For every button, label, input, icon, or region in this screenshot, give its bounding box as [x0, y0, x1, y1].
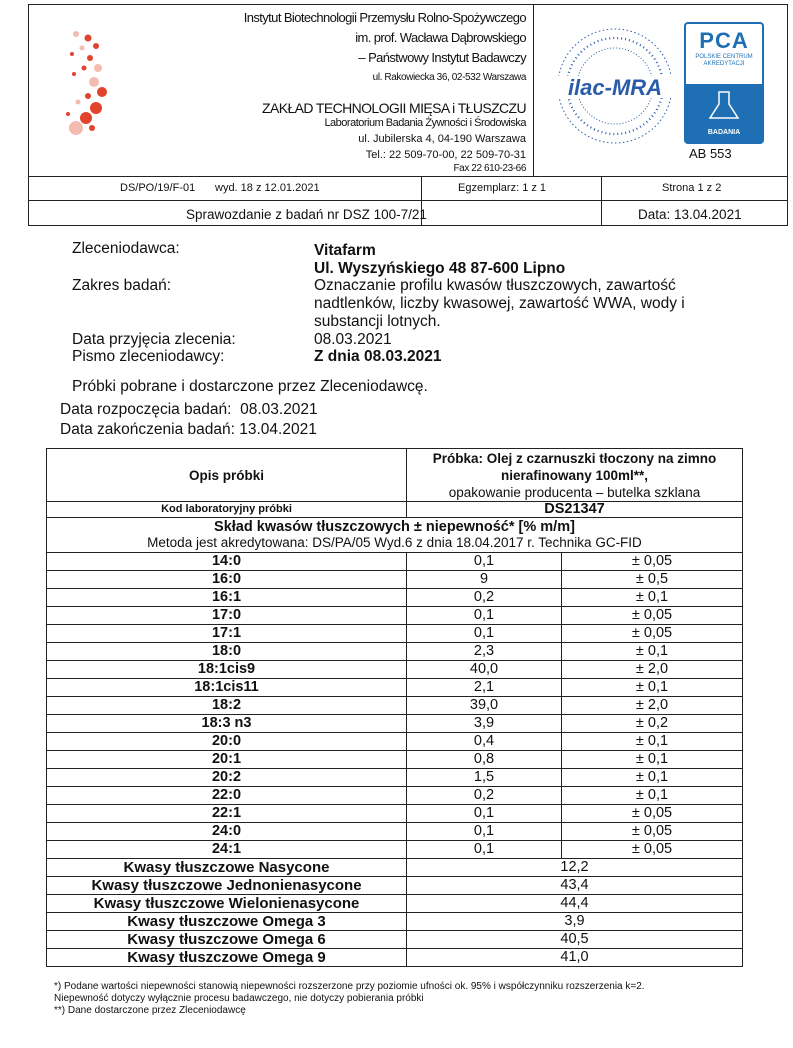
fatty-acid-row [47, 661, 743, 679]
footnote-uncertainty: *) Podane wartości niepewności stanowią niepewności rozszerzone przy poziomie ufności ok. 95% i współczynniku rozszerzenia k=2. [54, 981, 645, 992]
logo-dot [69, 121, 83, 135]
table-row [47, 518, 743, 553]
fatty-acid-value: 0,8 [407, 751, 562, 769]
page-number: Strona 1 z 2 [662, 182, 722, 194]
fatty-acid-uncertainty: ± 0,05 [562, 607, 743, 625]
summary-name: Kwasy tłuszczowe Jednonienasycone [47, 877, 407, 895]
fatty-acid-row [47, 751, 743, 769]
table-row [47, 502, 743, 518]
summary-value: 44,4 [407, 895, 743, 913]
summary-name: Kwasy tłuszczowe Omega 9 [47, 949, 407, 967]
fatty-acid-row [47, 769, 743, 787]
fatty-acid-row [47, 715, 743, 733]
fatty-acid-row [47, 697, 743, 715]
summary-row [47, 949, 743, 967]
pca-label: PCA [699, 28, 749, 53]
summary-value: 12,2 [407, 859, 743, 877]
fatty-acid-row [47, 679, 743, 697]
institute-name-line: Instytut Biotechnologii Przemysłu Rolno-Spożywczego [243, 10, 526, 25]
fatty-acid-row [47, 643, 743, 661]
fatty-acid-uncertainty: ± 0,1 [562, 679, 743, 697]
institute-name-line: – Państwowy Instytut Badawczy [358, 50, 526, 65]
fatty-acid-uncertainty: ± 0,05 [562, 553, 743, 571]
logo-dot [80, 112, 92, 124]
fatty-acid-row [47, 607, 743, 625]
fatty-acid-value: 9 [407, 571, 562, 589]
summary-name: Kwasy tłuszczowe Omega 3 [47, 913, 407, 931]
end-date: 13.04.2021 [239, 421, 317, 438]
fatty-acid-value: 1,5 [407, 769, 562, 787]
fatty-acid-uncertainty: ± 0,1 [562, 589, 743, 607]
sample-description [407, 449, 743, 502]
fatty-acid-uncertainty: ± 0,05 [562, 805, 743, 823]
fatty-acid-row [47, 553, 743, 571]
fatty-acid-name: 16:1 [47, 589, 407, 607]
scope-text: substancji lotnych. [314, 313, 441, 330]
fatty-acid-uncertainty: ± 0,5 [562, 571, 743, 589]
header-vline [533, 4, 534, 176]
fatty-acid-uncertainty: ± 0,1 [562, 787, 743, 805]
fatty-acid-value: 3,9 [407, 715, 562, 733]
summary-name: Kwasy tłuszczowe Omega 6 [47, 931, 407, 949]
logo-dot [89, 125, 95, 131]
summary-row [47, 931, 743, 949]
logo-dot [94, 64, 102, 72]
fatty-acid-row [47, 571, 743, 589]
end-date-row [60, 421, 317, 439]
fatty-acid-row [47, 787, 743, 805]
end-date-label: Data zakończenia badań: [60, 421, 235, 438]
fatty-acid-uncertainty: ± 0,05 [562, 841, 743, 859]
department-name: ZAKŁAD TECHNOLOGII MIĘSA i TŁUSZCZU [262, 100, 526, 116]
fatty-acid-row [47, 589, 743, 607]
form-code: DS/PO/19/F-01 [120, 182, 196, 194]
lab-address: ul. Jubilerska 4, 04-190 Warszawa [358, 133, 526, 145]
flask-icon [686, 84, 762, 124]
fatty-acid-name: 22:1 [47, 805, 407, 823]
header-vline [601, 176, 602, 226]
fatty-acid-name: 24:1 [47, 841, 407, 859]
fatty-acid-row [47, 733, 743, 751]
client-letter-date: Z dnia 08.03.2021 [314, 348, 442, 365]
summary-value: 41,0 [407, 949, 743, 967]
fatty-acid-uncertainty: ± 0,1 [562, 643, 743, 661]
client-address: Ul. Wyszyńskiego 48 87-600 Lipno [314, 260, 566, 277]
lab-code: DS21347 [407, 502, 743, 518]
logo-dot [76, 100, 81, 105]
start-date-row [60, 401, 318, 419]
report-header [28, 4, 788, 226]
client-label: Zleceniodawca: [72, 240, 180, 257]
client-name: Vitafarm [314, 242, 376, 259]
results-table [46, 448, 743, 967]
sample-description-header: Opis próbki [47, 449, 407, 502]
logo-dot [73, 31, 79, 37]
composition-title: Skład kwasów tłuszczowych ± niepewność* [% m/m] [214, 519, 575, 535]
sample-name-line: Próbka: Olej z czarnuszki tłoczony na zimno [432, 450, 717, 466]
fatty-acid-value: 40,0 [407, 661, 562, 679]
copy-number: Egzemplarz: 1 z 1 [458, 182, 547, 194]
fatty-acid-name: 18:2 [47, 697, 407, 715]
summary-row [47, 877, 743, 895]
client-letter-label: Pismo zleceniodawcy: [72, 348, 225, 365]
fatty-acid-name: 16:0 [47, 571, 407, 589]
pca-logo [684, 22, 764, 144]
scope-label: Zakres badań: [72, 277, 172, 294]
summary-name: Kwasy tłuszczowe Wielonienasycone [47, 895, 407, 913]
fatty-acid-value: 0,4 [407, 733, 562, 751]
institute-address: ul. Rakowiecka 36, 02-532 Warszawa [372, 72, 526, 83]
fatty-acid-value: 0,2 [407, 787, 562, 805]
form-edition: wyd. 18 z 12.01.2021 [215, 182, 320, 194]
fatty-acid-name: 14:0 [47, 553, 407, 571]
pca-subtitle: POLSKIE CENTRUM [695, 54, 753, 60]
header-divider [28, 200, 788, 201]
sample-packaging: opakowanie producenta – butelka szklana [448, 484, 701, 500]
pca-subtitle: AKREDYTACJI [703, 61, 745, 67]
lab-fax: Fax 22 610-23-66 [453, 163, 526, 174]
logo-dot [80, 46, 85, 51]
fatty-acid-name: 24:0 [47, 823, 407, 841]
summary-row [47, 895, 743, 913]
sample-name-line: nierafinowany 100ml**, [500, 467, 649, 483]
fatty-acid-name: 20:1 [47, 751, 407, 769]
ilac-mra-logo [553, 24, 677, 148]
lab-info [106, 115, 526, 174]
fatty-acid-value: 0,1 [407, 823, 562, 841]
summary-row [47, 913, 743, 931]
fatty-acid-value: 0,1 [407, 805, 562, 823]
scope-text: Oznaczanie profilu kwasów tłuszczowych, zawartość [314, 277, 676, 294]
table-row [47, 449, 743, 502]
accept-date: 08.03.2021 [314, 331, 392, 348]
summary-value: 40,5 [407, 931, 743, 949]
fatty-acid-name: 20:2 [47, 769, 407, 787]
fatty-acid-value: 0,1 [407, 625, 562, 643]
lab-phone: Tel.: 22 509-70-00, 22 509-70-31 [365, 149, 526, 161]
fatty-acid-uncertainty: ± 0,1 [562, 751, 743, 769]
pca-badania: BADANIA [707, 129, 741, 136]
summary-value: 43,4 [407, 877, 743, 895]
report-title: Sprawozdanie z badań nr DSZ 100-7/21 [186, 207, 427, 222]
composition-header [47, 518, 743, 553]
logo-dot [89, 77, 99, 87]
logo-dot [93, 43, 99, 49]
header-divider [28, 176, 788, 177]
fatty-acid-row [47, 625, 743, 643]
fatty-acid-name: 18:0 [47, 643, 407, 661]
fatty-acid-name: 22:0 [47, 787, 407, 805]
fatty-acid-value: 0,1 [407, 841, 562, 859]
fatty-acid-row [47, 823, 743, 841]
logo-dot [82, 66, 87, 71]
fatty-acid-row [47, 841, 743, 859]
institute-name [106, 8, 526, 88]
fatty-acid-name: 17:1 [47, 625, 407, 643]
fatty-acid-value: 2,1 [407, 679, 562, 697]
logo-dot [85, 35, 92, 42]
logo-dot [90, 102, 102, 114]
fatty-acid-uncertainty: ± 2,0 [562, 697, 743, 715]
fatty-acid-value: 0,2 [407, 589, 562, 607]
fatty-acid-uncertainty: ± 0,1 [562, 769, 743, 787]
logo-dot [87, 55, 93, 61]
fatty-acid-uncertainty: ± 0,05 [562, 823, 743, 841]
footnote-client-data: **) Dane dostarczone przez Zleceniodawcę [54, 1005, 246, 1016]
fatty-acid-name: 18:1cis9 [47, 661, 407, 679]
lab-code-label: Kod laboratoryjny próbki [47, 502, 407, 518]
start-date: 08.03.2021 [240, 401, 318, 418]
logo-dot [97, 87, 107, 97]
fatty-acid-value: 2,3 [407, 643, 562, 661]
ilac-label: ilac-MRA [567, 75, 663, 100]
fatty-acid-uncertainty: ± 0,2 [562, 715, 743, 733]
fatty-acid-name: 18:3 n3 [47, 715, 407, 733]
fatty-acid-value: 0,1 [407, 553, 562, 571]
report-date: Data: 13.04.2021 [638, 207, 742, 222]
fatty-acid-name: 20:0 [47, 733, 407, 751]
method-note: Metoda jest akredytowana: DS/PA/05 Wyd.6 z dnia 18.04.2017 r. Technika GC-FID [147, 535, 642, 550]
accreditation-number: AB 553 [689, 146, 732, 161]
samples-note: Próbki pobrane i dostarczone przez Zleceniodawcę. [72, 378, 428, 395]
fatty-acid-value: 0,1 [407, 607, 562, 625]
footnote-scope: Niepewność dotyczy wyłącznie procesu badawczego, nie dotyczy pobierania próbki [54, 993, 424, 1004]
fatty-acid-uncertainty: ± 0,05 [562, 625, 743, 643]
pca-badge [686, 84, 762, 142]
summary-name: Kwasy tłuszczowe Nasycone [47, 859, 407, 877]
logo-dot [70, 52, 74, 56]
institute-name-line: im. prof. Wacława Dąbrowskiego [355, 30, 526, 45]
summary-value: 3,9 [407, 913, 743, 931]
fatty-acid-name: 18:1cis11 [47, 679, 407, 697]
fatty-acid-value: 39,0 [407, 697, 562, 715]
logo-dot [72, 72, 76, 76]
fatty-acid-uncertainty: ± 2,0 [562, 661, 743, 679]
summary-row [47, 859, 743, 877]
fatty-acid-row [47, 805, 743, 823]
accept-date-label: Data przyjęcia zlecenia: [72, 331, 236, 348]
logo-dot [66, 112, 70, 116]
fatty-acid-uncertainty: ± 0,1 [562, 733, 743, 751]
fatty-acid-name: 17:0 [47, 607, 407, 625]
lab-name: Laboratorium Badania Żywności i Środowiska [324, 117, 526, 129]
logo-dot [85, 93, 91, 99]
scope-text: nadtlenków, liczby kwasowej, zawartość WWA, wody i [314, 295, 685, 312]
start-date-label: Data rozpoczęcia badań: [60, 401, 232, 418]
